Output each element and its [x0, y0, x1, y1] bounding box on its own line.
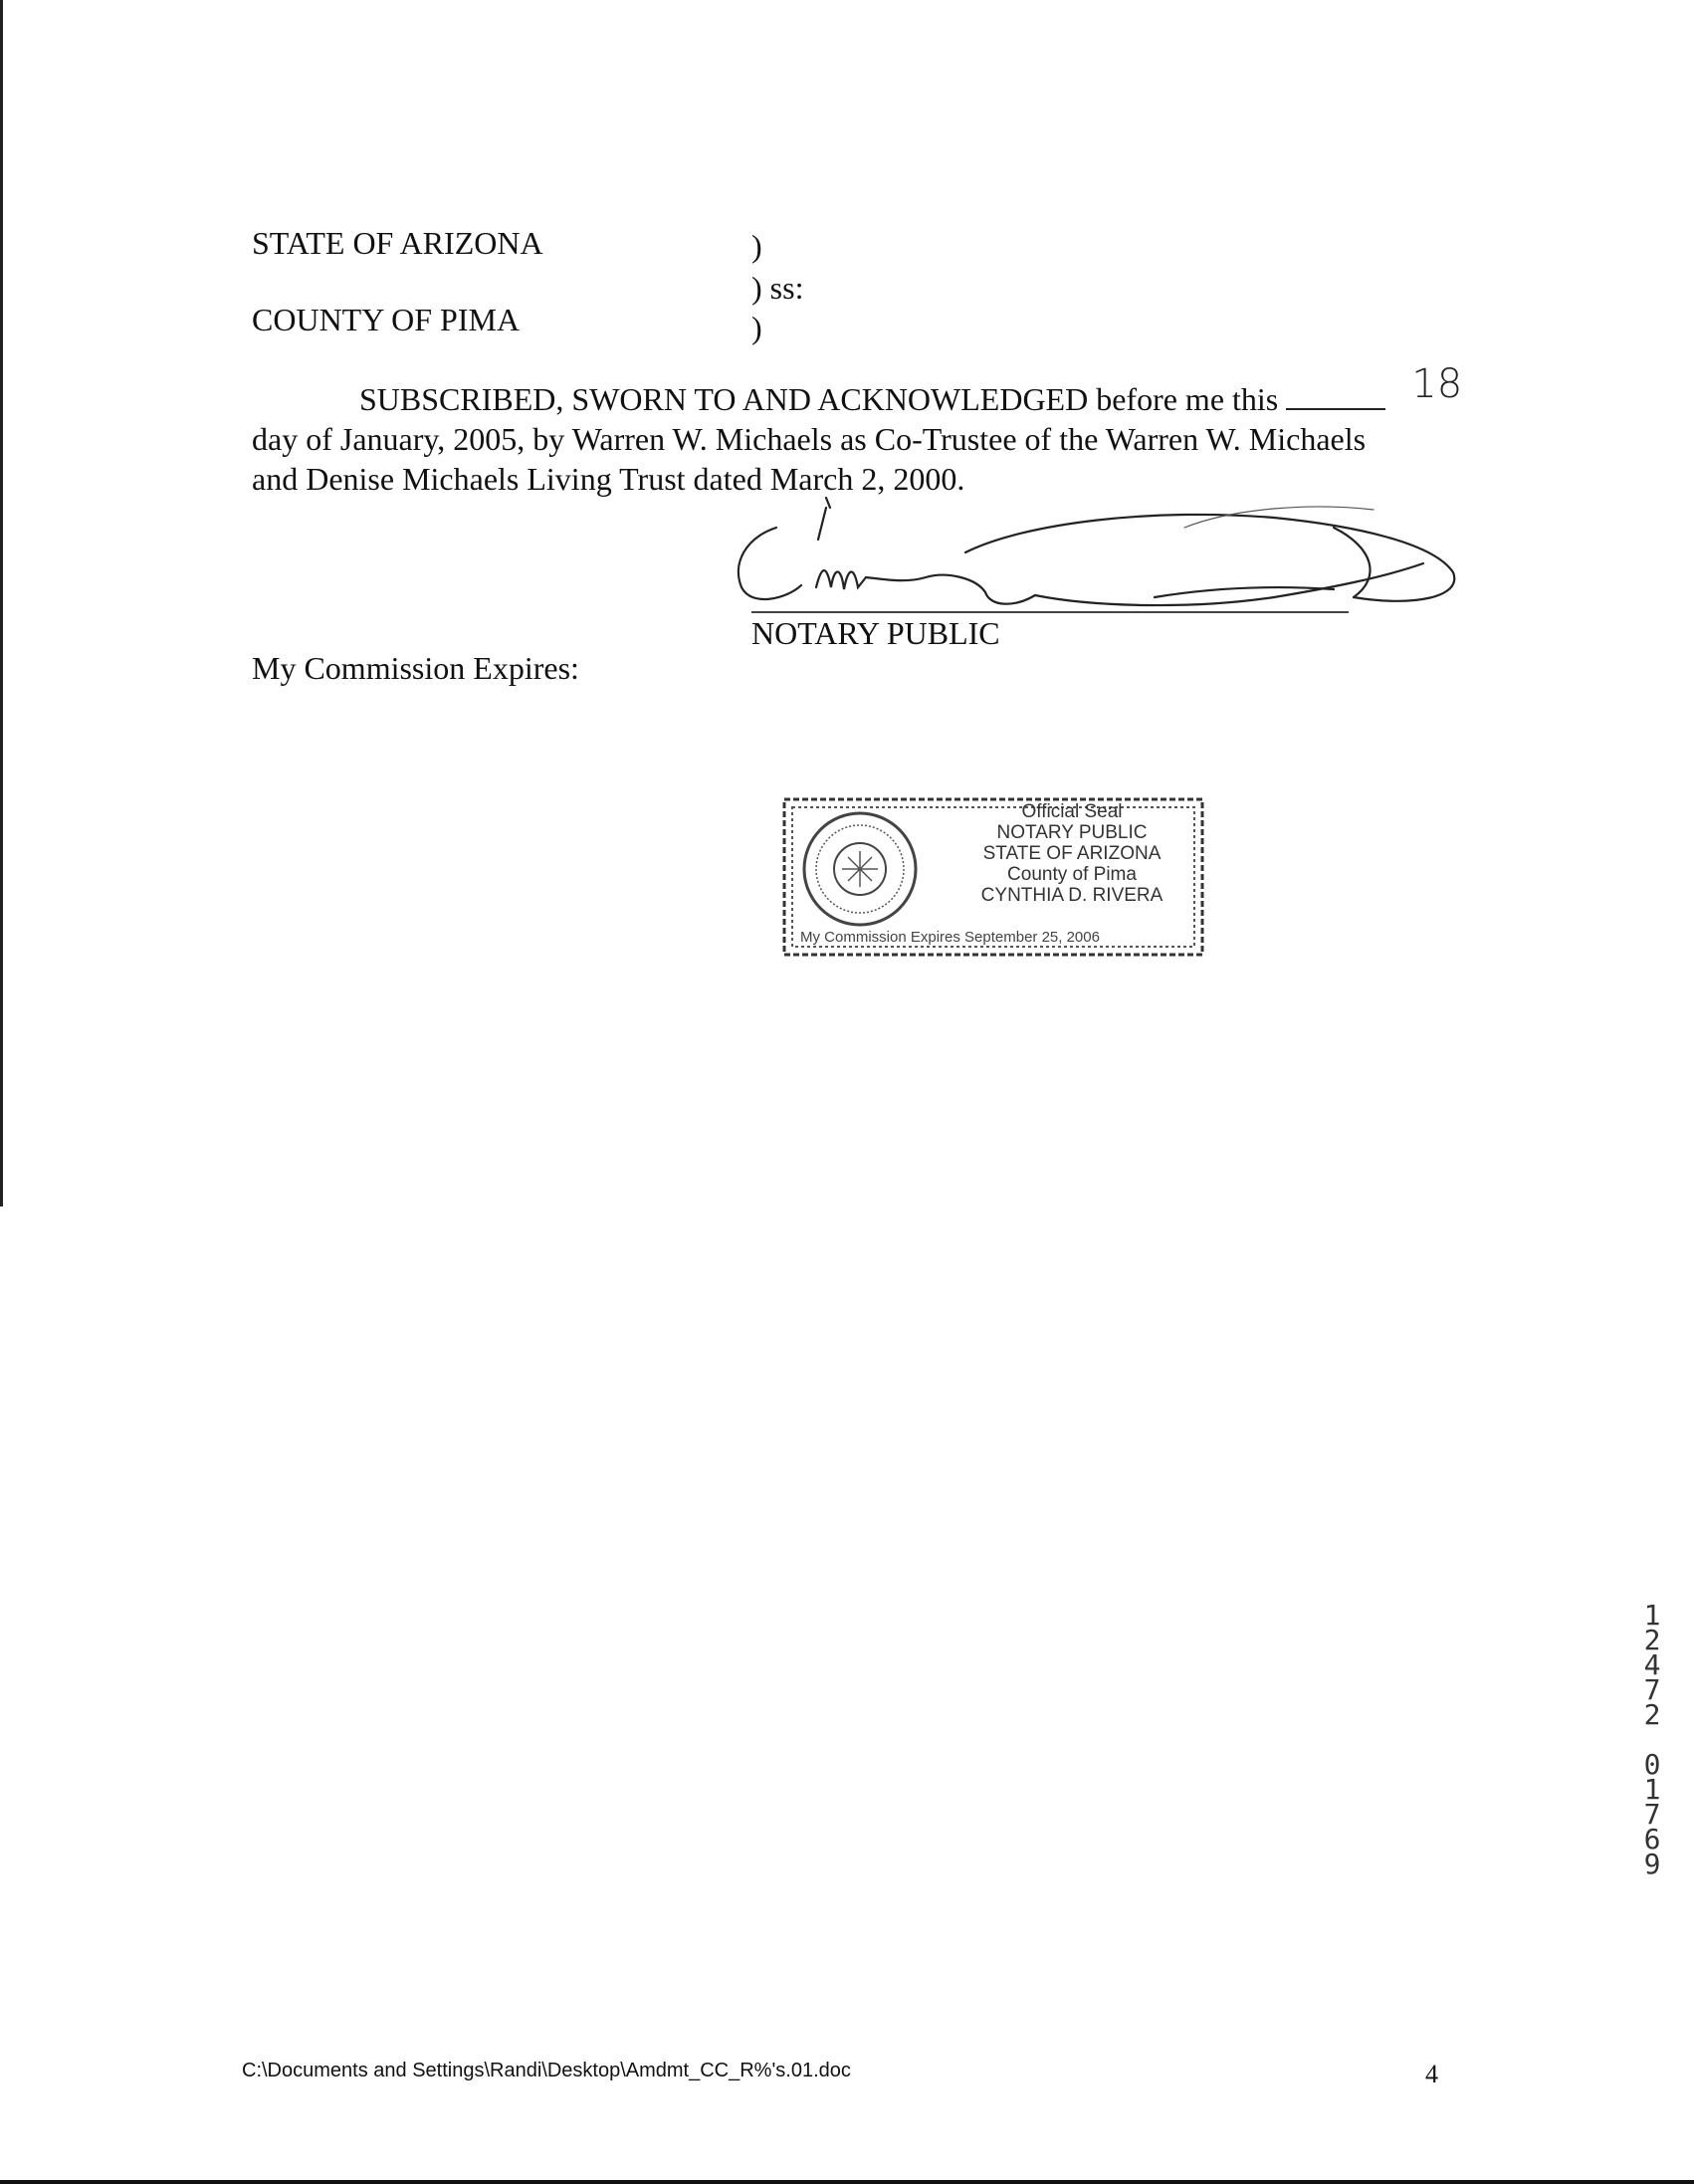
venue-county: COUNTY OF PIMA [252, 302, 521, 337]
day-blank [1286, 361, 1463, 410]
venue-ss: ) ss: [751, 270, 804, 306]
commission-expires-label: My Commission Expires: [252, 650, 579, 686]
notary-seal-stamp [778, 793, 1210, 963]
footer-file-path: C:\Documents and Settings\Randi\Desktop\Amdmt_CC_R%'s.01.doc [242, 2060, 851, 2081]
seal-line-county: County of Pima [1007, 864, 1137, 885]
acknowledgment-line-1-text: SUBSCRIBED, SWORN TO AND ACKNOWLEDGED before me this [359, 381, 1279, 417]
recording-number: 1 2 4 7 2 0 1 7 6 9 [1643, 1599, 1661, 1880]
acknowledgment-line-3: and Denise Michaels Living Trust dated March 2, 2000. [252, 461, 965, 497]
seal-text-block [943, 801, 1201, 906]
venue-state: STATE OF ARIZONA [252, 225, 543, 261]
day-value: 18 [1411, 361, 1463, 407]
seal-line-name: CYNTHIA D. RIVERA [980, 885, 1164, 906]
scan-bottom-edge [0, 2180, 1694, 2184]
page-number: 4 [1425, 2060, 1438, 2088]
acknowledgment-line-2: day of January, 2005, by Warren W. Michaels as Co-Trustee of the Warren W. Michaels [252, 421, 1367, 457]
scan-edge-line [0, 0, 3, 1206]
seal-line-state: STATE OF ARIZONA [982, 843, 1162, 864]
seal-line-notary: NOTARY PUBLIC [996, 822, 1148, 843]
seal-line-official: Official Seal [1021, 801, 1123, 822]
notary-public-caption: NOTARY PUBLIC [751, 615, 1000, 651]
acknowledgment-line-1 [252, 361, 1463, 419]
signature-line [751, 611, 1349, 613]
notary-signature [717, 468, 1473, 627]
venue-paren-bottom: ) [751, 310, 762, 345]
seal-expiration: My Commission Expires September 25, 2006 [800, 929, 1100, 946]
venue-paren-top: ) [751, 228, 762, 264]
